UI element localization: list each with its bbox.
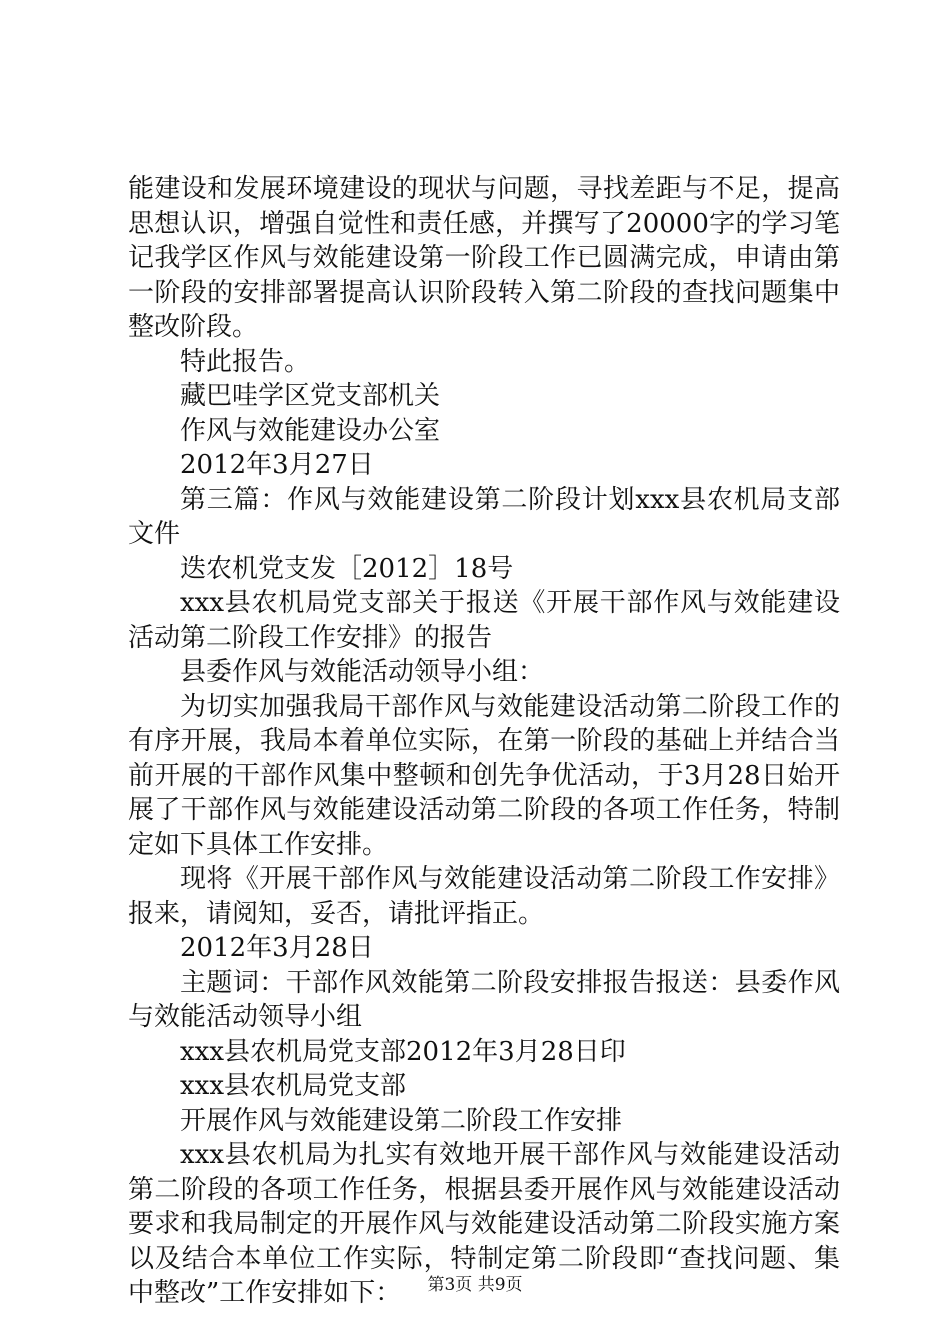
text-line: 思想认识，增强自觉性和责任感，并撰写了20000字的学习笔 [128, 208, 840, 239]
text-line: 第二阶段的各项工作任务，根据县委开展作风与效能建设活动 [128, 1174, 840, 1205]
page-number-footer: 第3页 共9页 [427, 1275, 523, 1295]
text-line: xxx县农机局党支部 [180, 1071, 406, 1101]
text-line: 记我学区作风与效能建设第一阶段工作已圆满完成，申请由第 [128, 243, 840, 273]
text-line: 现将《开展干部作风与效能建设活动第二阶段工作安排》 [180, 864, 840, 894]
text-line: 展了干部作风与效能建设活动第二阶段的各项工作任务，特制 [128, 795, 840, 825]
text-line: 前开展的干部作风集中整顿和创先争优活动，于3月28日始开 [128, 760, 840, 791]
text-line: 2012年3月27日 [180, 450, 374, 480]
text-line: 与效能活动领导小组 [128, 1002, 363, 1032]
text-line: xxx县农机局党支部2012年3月28日印 [180, 1036, 626, 1067]
text-line: 为切实加强我局干部作风与效能建设活动第二阶段工作的 [180, 691, 840, 722]
text-line: 中整改”工作安排如下： [128, 1278, 402, 1308]
text-line: xxx县农机局党支部关于报送《开展干部作风与效能建设 [180, 588, 840, 618]
text-line: 作风与效能建设办公室 [180, 415, 441, 446]
text-line: 以及结合本单位工作实际，特制定第二阶段即“查找问题、集 [128, 1243, 840, 1274]
text-line: 主题词：干部作风效能第二阶段安排报告报送：县委作风 [180, 967, 840, 998]
text-line: 要求和我局制定的开展作风与效能建设活动第二阶段实施方案 [128, 1209, 840, 1239]
text-line: 文件 [128, 519, 181, 549]
text-line: 活动第二阶段工作安排》的报告 [128, 622, 493, 653]
text-line: xxx县农机局为扎实有效地开展干部作风与效能建设活动 [180, 1140, 840, 1170]
text-line: 整改阶段。 [128, 312, 259, 342]
text-line: 特此报告。 [180, 346, 311, 377]
text-line: 报来，请阅知，妥否，请批评指正。 [128, 898, 545, 929]
text-line: 定如下具体工作安排。 [128, 829, 389, 860]
text-line: 一阶段的安排部署提高认识阶段转入第二阶段的查找问题集中 [128, 277, 840, 308]
text-line: 有序开展，我局本着单位实际，在第一阶段的基础上并结合当 [128, 726, 840, 756]
text-line: 迭农机党支发［2012］18号 [180, 553, 514, 584]
text-line: 县委作风与效能活动领导小组： [180, 657, 545, 687]
text-line: 开展作风与效能建设第二阶段工作安排 [180, 1105, 623, 1136]
text-line: 第三篇：作风与效能建设第二阶段计划xxx县农机局支部 [180, 484, 840, 515]
text-line: 2012年3月28日 [180, 933, 374, 963]
text-line: 藏巴哇学区党支部机关 [180, 381, 441, 411]
document-body [128, 172, 840, 1311]
text-line: 能建设和发展环境建设的现状与问题，寻找差距与不足，提高 [128, 174, 840, 204]
